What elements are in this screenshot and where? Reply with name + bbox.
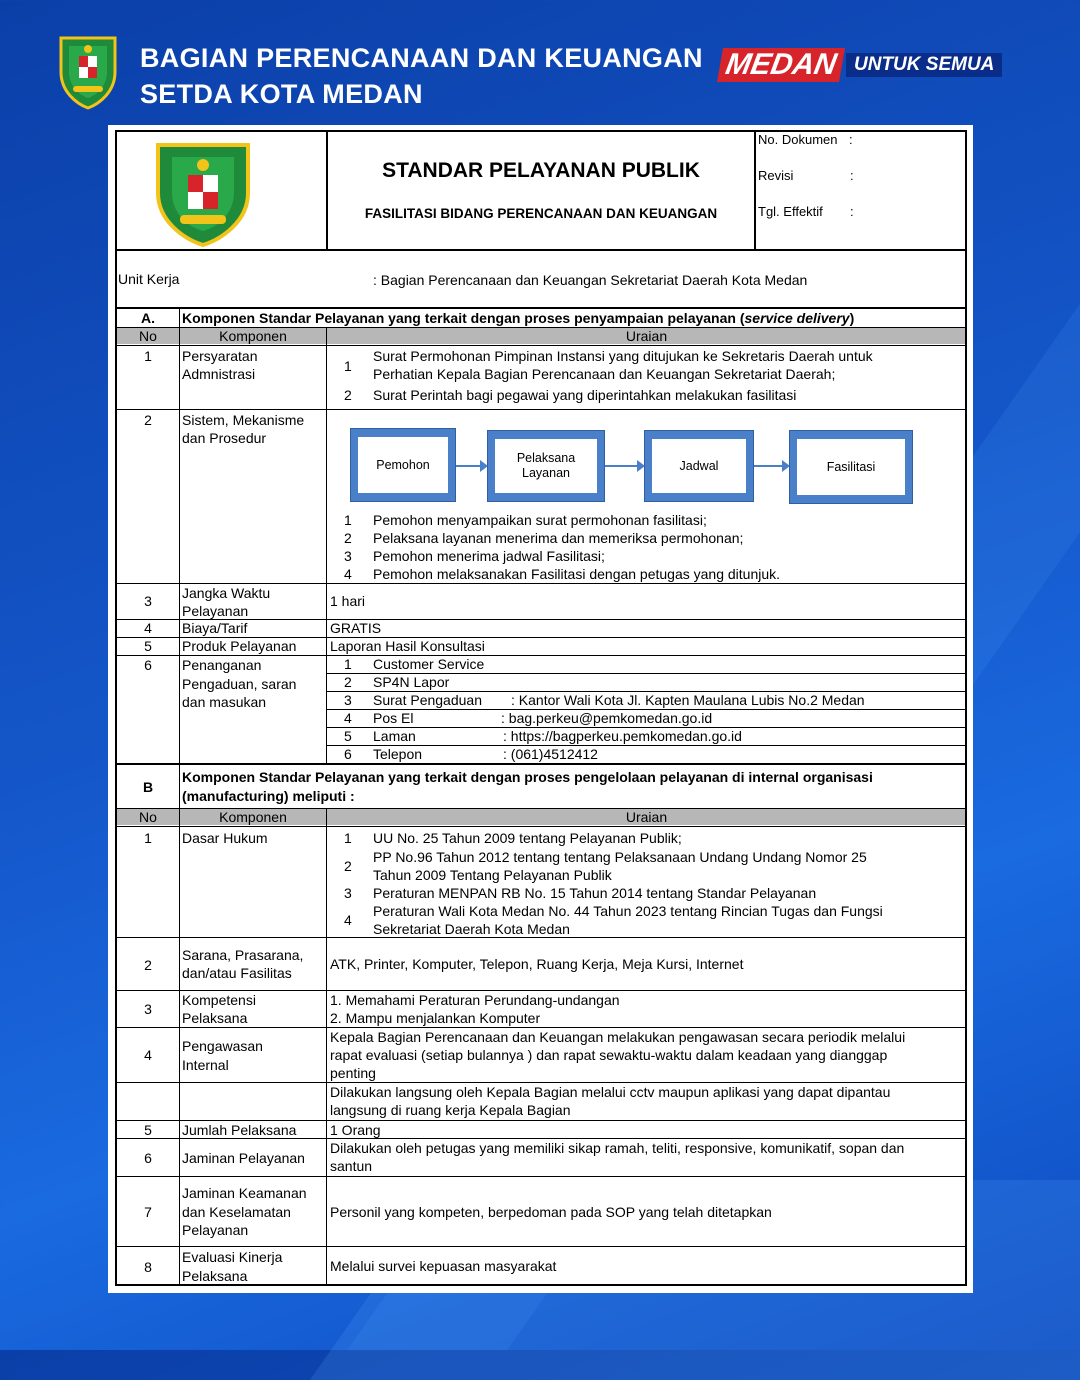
service-standard-document: [108, 125, 973, 1293]
a-row6-item5: Laman: [373, 728, 416, 744]
section-b-title: Komponen Standar Pelayanan yang terkait dengan proses pengelolaan pelayanan di internal organisasi: [182, 769, 873, 785]
a-row6-item1-no: 1: [344, 656, 352, 672]
b-row6-uraian: Dilakukan oleh petugas yang memiliki sikap ramah, teliti, responsive, komunikatif, sopan dan: [330, 1140, 905, 1156]
b-row6-no: 6: [144, 1150, 152, 1166]
b-row3-no: 3: [144, 1001, 152, 1017]
b-row7-uraian: Personil yang kompeten, berpedoman pada SOP yang telah ditetapkan: [330, 1204, 772, 1220]
b-row1-no: 1: [144, 830, 152, 846]
a-row6-item3-no: 3: [344, 692, 352, 708]
b-row8-komponen: Evaluasi Kinerja: [182, 1249, 283, 1265]
b-row8-no: 8: [144, 1259, 152, 1275]
col-no: No: [139, 328, 157, 344]
b-row1-komponen: Dasar Hukum: [182, 830, 268, 846]
section-b-letter: B: [142, 779, 154, 795]
a-row6-item1: Customer Service: [373, 656, 485, 672]
a-row6-komponen-2: Pengaduan, saran: [182, 676, 297, 692]
b-row4-uraian-2: rapat evaluasi (setiap bulannya ) dan rapat sewaktu-waktu dalam keadaan yang dianggap: [330, 1047, 888, 1063]
b-row3-komponen-2: Pelaksana: [182, 1010, 248, 1026]
page-header: [0, 0, 1080, 120]
b-row2-komponen: Sarana, Prasarana,: [182, 947, 304, 963]
meta-tgl-effektif-sep: :: [850, 204, 854, 219]
a-row6-no: 6: [144, 657, 152, 673]
flow-step-pelaksana-layanan: Pelaksana Layanan: [487, 430, 605, 502]
a-row6-item5-value: : https://bagperkeu.pemkomedan.go.id: [503, 728, 742, 744]
a-row6-item3: Surat Pengaduan: [373, 692, 482, 708]
a-row1-item2-no: 2: [344, 387, 352, 403]
b-row4-uraian-3: penting: [330, 1065, 376, 1081]
b-row3-komponen: Kompetensi: [182, 992, 256, 1008]
a-row5-uraian: Laporan Hasil Konsultasi: [330, 638, 485, 654]
a-row1-komponen: Persyaratan: [182, 348, 258, 364]
col-uraian: Uraian: [625, 328, 668, 344]
b-row8-uraian: Melalui survei kepuasan masyarakat: [330, 1258, 557, 1274]
b-row5-uraian: 1 Orang: [330, 1122, 381, 1138]
medan-emblem-icon: [55, 32, 121, 110]
a-row2-step4: Pemohon melaksanakan Fasilitasi dengan petugas yang ditunjuk.: [373, 566, 781, 582]
b-row2-uraian: ATK, Printer, Komputer, Telepon, Ruang Kerja, Meja Kursi, Internet: [330, 956, 744, 972]
meta-tgl-effektif-label: Tgl. Effektif: [758, 204, 823, 219]
a-row3-uraian: 1 hari: [330, 593, 366, 609]
document-subtitle: FASILITASI BIDANG PERENCANAAN DAN KEUANGAN: [364, 206, 718, 221]
a-row1-no: 1: [144, 348, 152, 364]
a-row6-item2: SP4N Lapor: [373, 674, 450, 690]
a-row4-no: 4: [144, 620, 152, 636]
b-row5-komponen: Jumlah Pelaksana: [182, 1122, 297, 1138]
medan-untuk-semua-logo: [720, 48, 1002, 82]
b-row3-uraian: 1. Memahami Peraturan Perundang-undangan: [330, 992, 620, 1008]
a-row2-step1: Pemohon menyampaikan surat permohonan fasilitasi;: [373, 512, 707, 528]
b-row1-item1-no: 1: [344, 830, 352, 846]
b-row4b-uraian-2: langsung di ruang kerja Kepala Bagian: [330, 1102, 571, 1118]
a-row1-item1: Surat Permohonan Pimpinan Instansi yang ditujukan ke Sekretaris Daerah untuk: [373, 348, 873, 364]
b-row3-uraian-2: 2. Mampu menjalankan Komputer: [330, 1010, 541, 1026]
a-row1-komponen-2: Admnistrasi: [182, 366, 256, 382]
section-a-title: Komponen Standar Pelayanan yang terkait dengan proses penyampaian pelayanan (service delivery): [182, 310, 855, 326]
header-title-line1: BAGIAN PERENCANAAN DAN KEUANGAN: [140, 43, 703, 73]
b-row1-item3-no: 3: [344, 885, 352, 901]
b-row1-item4: Peraturan Wali Kota Medan No. 44 Tahun 2023 tentang Rincian Tugas dan Fungsi: [373, 903, 883, 919]
b-row1-item2: PP No.96 Tahun 2012 tentang tentang Pelaksanaan Undang Undang Nomor 25: [373, 849, 867, 865]
b-row1-item3: Peraturan MENPAN RB No. 15 Tahun 2014 tentang Standar Pelayanan: [373, 885, 817, 901]
b-row2-no: 2: [144, 957, 152, 973]
a-row1-item1-no: 1: [344, 358, 352, 374]
col-no: No: [139, 809, 157, 825]
flow-arrow: [456, 465, 486, 467]
document-emblem-icon: [150, 135, 256, 247]
b-row1-item2-no: 2: [344, 858, 352, 874]
a-row1-item1-cont: Perhatian Kepala Bagian Perencanaan dan Keuangan Sekretariat Daerah;: [373, 366, 836, 382]
document-title: STANDAR PELAYANAN PUBLIK: [382, 159, 700, 182]
b-row4-komponen-2: Internal: [182, 1057, 229, 1073]
a-row3-komponen-2: Pelayanan: [182, 603, 249, 619]
flow-step-jadwal: Jadwal: [644, 430, 754, 502]
a-row6-item6: Telepon: [373, 746, 423, 762]
a-row6-item6-value: : (061)4512412: [503, 746, 598, 762]
col-uraian: Uraian: [625, 809, 668, 825]
b-row2-komponen-2: dan/atau Fasilitas: [182, 965, 292, 981]
meta-no-dokumen-label: No. Dokumen: [758, 132, 838, 147]
a-row2-komponen: Sistem, Mekanisme: [182, 412, 305, 428]
b-row1-item1: UU No. 25 Tahun 2009 tentang Pelayanan Publik;: [373, 830, 682, 846]
a-row3-komponen: Jangka Waktu: [182, 585, 271, 601]
b-row1-item4-cont: Sekretariat Daerah Kota Medan: [373, 921, 570, 937]
a-row1-item2: Surat Perintah bagi pegawai yang diperintahkan melakukan fasilitasi: [373, 387, 797, 403]
b-row5-no: 5: [144, 1122, 152, 1138]
flow-step-pemohon: Pemohon: [350, 428, 456, 502]
b-row4b-uraian: Dilakukan langsung oleh Kepala Bagian melalui cctv maupun aplikasi yang dapat dipantau: [330, 1084, 891, 1100]
b-row1-item4-no: 4: [344, 912, 352, 928]
flow-arrow: [754, 465, 788, 467]
a-row2-step2-no: 2: [344, 530, 352, 546]
a-row6-item3-value: : Kantor Wali Kota Jl. Kapten Maulana Lubis No.2 Medan: [511, 692, 865, 708]
a-row2-step4-no: 4: [344, 566, 352, 582]
col-komponen: Komponen: [219, 328, 287, 344]
flow-arrow: [605, 465, 643, 467]
header-title-line2: SETDA KOTA MEDAN: [140, 79, 423, 109]
a-row5-no: 5: [144, 638, 152, 654]
a-row2-step3-no: 3: [344, 548, 352, 564]
a-row6-item4-no: 4: [344, 710, 352, 726]
section-b-title-2: (manufacturing) meliputi :: [182, 788, 355, 804]
a-row5-komponen: Produk Pelayanan: [182, 638, 297, 654]
a-row2-no: 2: [144, 412, 152, 428]
a-row2-step2: Pelaksana layanan menerima dan memeriksa permohonan;: [373, 530, 744, 546]
b-row6-uraian-2: santun: [330, 1158, 373, 1174]
a-row4-komponen: Biaya/Tarif: [182, 620, 248, 636]
brand-main: MEDAN: [717, 48, 845, 82]
a-row2-step3: Pemohon menerima jadwal Fasilitasi;: [373, 548, 605, 564]
unit-kerja-value: : Bagian Perencanaan dan Keuangan Sekretariat Daerah Kota Medan: [373, 272, 808, 288]
b-row4-komponen: Pengawasan: [182, 1038, 263, 1054]
b-row7-komponen-2: dan Keselamatan: [182, 1204, 291, 1220]
meta-revisi-sep: :: [850, 168, 854, 183]
a-row2-komponen-2: dan Prosedur: [182, 430, 267, 446]
a-row6-item4: Pos El: [373, 710, 414, 726]
b-row7-komponen: Jaminan Keamanan: [182, 1185, 307, 1201]
b-row8-komponen-2: Pelaksana: [182, 1268, 248, 1284]
unit-kerja-label: Unit Kerja: [118, 271, 180, 287]
a-row6-komponen-3: dan masukan: [182, 694, 267, 710]
a-row6-item2-no: 2: [344, 674, 352, 690]
b-row4-no: 4: [144, 1047, 152, 1063]
a-row6-item4-value: : bag.perkeu@pemkomedan.go.id: [501, 710, 713, 726]
b-row1-item2-cont: Tahun 2009 Tentang Pelayanan Publik: [373, 867, 612, 883]
a-row3-no: 3: [144, 593, 152, 609]
section-a-letter: A.: [141, 310, 155, 326]
brand-sub: UNTUK SEMUA: [846, 53, 1002, 77]
b-row7-no: 7: [144, 1204, 152, 1220]
a-row4-uraian: GRATIS: [330, 620, 382, 636]
a-row2-step1-no: 1: [344, 512, 352, 528]
a-row6-komponen: Penanganan: [182, 657, 262, 673]
b-row7-komponen-3: Pelayanan: [182, 1222, 249, 1238]
b-row6-komponen: Jaminan Pelayanan: [182, 1150, 305, 1166]
flow-step-fasilitasi: Fasilitasi: [789, 430, 913, 504]
meta-no-dokumen-sep: :: [849, 132, 853, 147]
b-row4-uraian: Kepala Bagian Perencanaan dan Keuangan melakukan pengawasan secara periodik melalui: [330, 1029, 906, 1045]
a-row6-item5-no: 5: [344, 728, 352, 744]
col-komponen: Komponen: [219, 809, 287, 825]
a-row6-item6-no: 6: [344, 746, 352, 762]
meta-revisi-label: Revisi: [758, 168, 794, 183]
